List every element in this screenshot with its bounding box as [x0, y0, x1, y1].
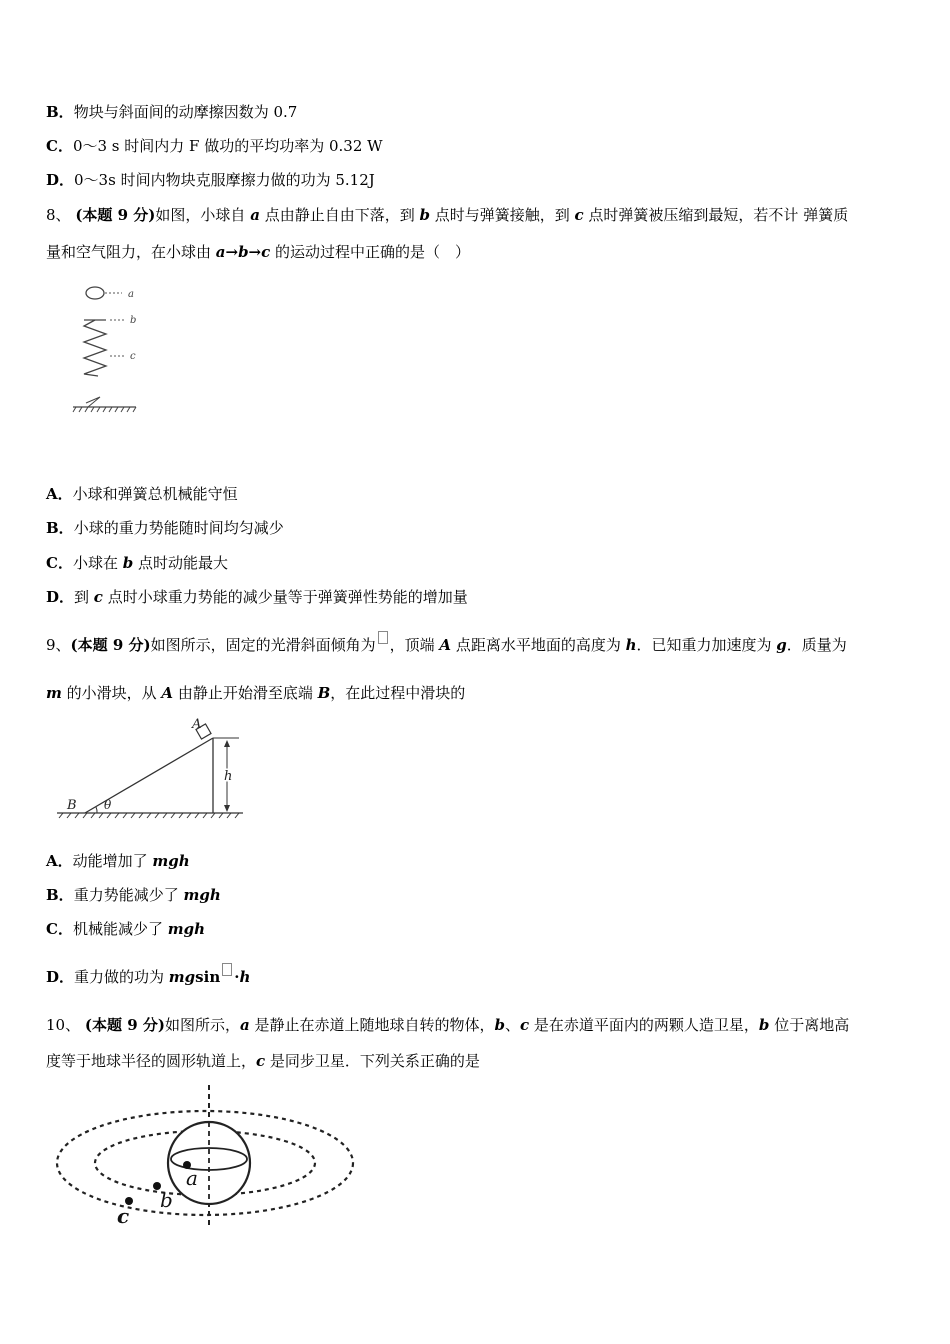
q9-incline-figure: [55, 712, 250, 822]
q8-option-c: C．小球在 b 点时动能最大: [46, 554, 229, 572]
label-A: A: [192, 717, 202, 732]
q10-stem-line1: 10、 (本题 9 分)如图所示，a 是静止在赤道上随地球自转的物体，b、c 是在赤道平面内的两颗人造卫星，b 位于离地高: [46, 1016, 850, 1034]
q8-stem-line1: 8、 (本题 9 分)如图，小球自 a 点由静止自由下落，到 b 点时与弹簧接触，到 c 点时弹簧被压缩到最短，若不计 弹簧质: [46, 206, 849, 224]
missing-theta-glyph: [222, 963, 232, 976]
q10-orbit-figure: [52, 1085, 357, 1233]
q8-spring-figure: [70, 280, 150, 420]
label-b: b: [160, 1188, 173, 1212]
q9-option-d: D．重力做的功为 mgsin ·h: [46, 967, 250, 987]
missing-theta-glyph: [378, 631, 388, 644]
height-arrow-bottom: [224, 805, 230, 812]
label-theta: θ: [104, 798, 112, 812]
spring-base: [86, 397, 100, 407]
height-arrow-top: [224, 740, 230, 747]
spring-coil: [84, 320, 106, 376]
label-h: h: [224, 769, 233, 784]
q9-stem-line2: m 的小滑块，从 A 由静止开始滑至底端 B，在此过程中滑块的: [46, 684, 466, 702]
ground-hatch: [59, 813, 239, 818]
angle-arc: [96, 807, 97, 813]
label-B: B: [67, 798, 77, 813]
label-b: b: [130, 315, 137, 326]
q9-option-a: A．动能增加了 mgh: [46, 852, 190, 870]
q9-stem-line1: 9、(本题 9 分)如图所示，固定的光滑斜面倾角为 ，顶端 A 点距离水平地面的高度为 h．已知重力加速度为 g．质量为: [46, 635, 847, 655]
q8-option-d: D．到 c 点时小球重力势能的减少量等于弹簧弹性势能的增加量: [46, 588, 468, 606]
q7-option-d: D．0～3s 时间内物块克服摩擦力做的功为 5.12J: [46, 171, 375, 189]
q7-option-c: C．0～3 s 时间内力 F 做功的平均功率为 0.32 W: [46, 137, 383, 155]
q9-option-c: C．机械能减少了 mgh: [46, 920, 205, 938]
ball: [86, 287, 104, 299]
ground-hatch: [73, 407, 136, 412]
q7-option-b: B．物块与斜面间的动摩擦因数为 0.7: [46, 103, 298, 121]
label-a: a: [128, 289, 134, 300]
label-c: c: [117, 1204, 130, 1228]
q8-option-a: A．小球和弹簧总机械能守恒: [46, 485, 238, 503]
q9-option-b: B．重力势能减少了 mgh: [46, 886, 221, 904]
label-c: c: [130, 351, 136, 362]
q8-stem-line2: 量和空气阻力，在小球由 a→b→c 的运动过程中正确的是（ ）: [46, 243, 471, 261]
q8-option-b: B．小球的重力势能随时间均匀减少: [46, 519, 284, 537]
label-a: a: [186, 1166, 198, 1190]
q10-stem-line2: 度等于地球半径的圆形轨道上，c 是同步卫星．下列关系正确的是: [46, 1052, 480, 1070]
